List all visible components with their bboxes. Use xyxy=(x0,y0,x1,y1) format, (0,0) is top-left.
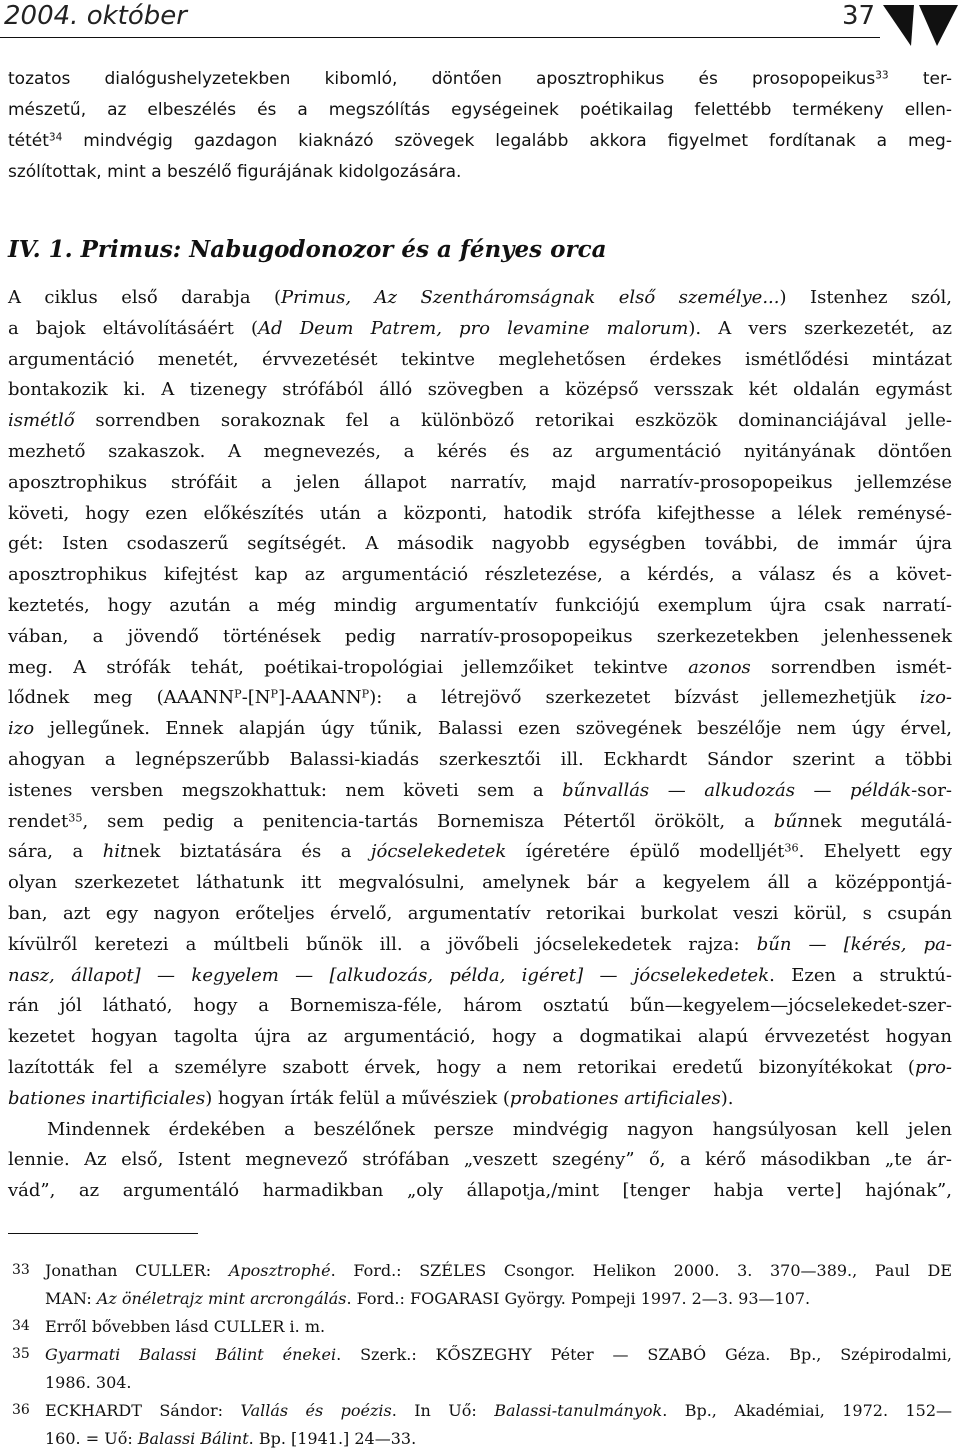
footnote-reference: 35 xyxy=(68,810,83,824)
italic-run: Primus, Az Szentháromságnak első személye... xyxy=(281,287,780,308)
text-run: vád”, az argumentáló harmadikban „oly állapotja,/mint [tenger habja verte] hajónak”, xyxy=(8,1180,952,1202)
text-run: aposztrophikus kifejtést kap az argumentáció részletezése, a kérdés, a válasz és a követ- xyxy=(8,564,952,586)
text-run: gét: Isten csodaszerű segítségét. A második nagyobb egységben további, de immár újra xyxy=(8,533,952,555)
text-run: ban, azt egy nagyon erőteljes érvelő, argumentatív retorikai burkolat veszi körül, s csupán xyxy=(8,902,952,924)
text-line xyxy=(8,1115,952,1146)
superscript: P xyxy=(361,687,370,701)
text-line xyxy=(8,437,952,468)
text-line xyxy=(8,745,952,776)
italic-run: probationes artificiales xyxy=(509,1087,721,1109)
text-run: A ciklus első darabja ( xyxy=(8,287,282,308)
text-run: 1986. 304. xyxy=(45,1373,132,1392)
text-run: argumentáció menetét, érvvezetését tekintve meglehetősen érdekes ismétlődési mintázat xyxy=(8,348,952,370)
text-run: 160. = Uő: xyxy=(45,1429,138,1448)
issue-date: 2004. október xyxy=(4,1,187,31)
italic-run: bűnvallás — alkudozás — példák xyxy=(562,779,912,801)
text-line xyxy=(8,157,952,188)
text-run: . In Uő: xyxy=(391,1401,495,1420)
text-run: Erről bővebben lásd CULLER i. m. xyxy=(45,1317,326,1336)
text-line xyxy=(8,1176,952,1207)
text-line xyxy=(8,64,952,95)
text-line xyxy=(8,868,952,899)
footnote-text xyxy=(45,1341,952,1397)
italic-run: Balassi Bálint xyxy=(137,1429,249,1448)
text-line xyxy=(8,776,952,807)
text-run: ) Istenhez szól, xyxy=(779,287,953,308)
text-line xyxy=(8,622,952,653)
text-line xyxy=(8,468,952,499)
italic-run: Aposztrophé xyxy=(228,1261,331,1280)
text-run: olyan szerkezetet láthatunk itt megvalósulni, amelynek bár a kegyelem áll a középpontjá- xyxy=(8,872,952,894)
footnote-text xyxy=(45,1257,952,1313)
text-line xyxy=(8,314,952,345)
text-run: MAN: xyxy=(45,1289,97,1308)
text-line xyxy=(8,406,952,437)
page-number: 37 xyxy=(842,1,876,31)
text-line xyxy=(8,899,952,930)
footnote-text xyxy=(45,1313,952,1341)
text-run: bontakozik ki. A tizenegy strófából álló szövegben a középső versszak két oldalán egymást xyxy=(8,379,952,401)
text-line xyxy=(8,1053,952,1084)
footnote-number: 36 xyxy=(12,1402,30,1418)
footnote-separator xyxy=(8,1233,198,1234)
footnote-number: 33 xyxy=(12,1262,30,1278)
body-paragraph xyxy=(8,1115,952,1207)
text-line xyxy=(8,807,952,838)
text-run: ígéretére épülő modelljét xyxy=(506,841,785,863)
text-run: -sor- xyxy=(911,779,952,801)
footnote-reference: 36 xyxy=(784,841,799,855)
text-run: Jonathan CULLER: xyxy=(45,1261,229,1280)
italic-run: bationes inartificiales xyxy=(8,1087,206,1109)
text-run: . Bp., Akadémiai, 1972. 152— xyxy=(662,1401,953,1420)
text-run: . Ford.: FOGARASI György. Pompeji 1997. 2—3. 93—107. xyxy=(346,1289,811,1308)
text-run: tozatos dialógushelyzetekben kibomló, döntően aposztrophikus és prosopopeikus xyxy=(8,69,876,89)
italic-run: bűn xyxy=(773,810,809,832)
footnote-reference: 34 xyxy=(48,131,63,144)
italic-run: ismétlő xyxy=(8,410,75,432)
article-body xyxy=(8,283,952,1207)
italic-run: Ad Deum Patrem, pro levamine malorum xyxy=(258,317,689,339)
text-run: ahogyan a legnépszerűbb Balassi-kiadás szerkesztői ill. Eckhardt Sándor szerint a többi xyxy=(8,748,952,770)
text-line xyxy=(45,1369,952,1397)
text-line xyxy=(8,714,952,745)
footnote-number: 35 xyxy=(12,1346,30,1362)
text-run: ]-AAANN xyxy=(278,687,362,709)
text-run: kezetet hogyan tagolta újra az argumentáció, hogy a dogmatikai alapú érvvezetést hogyan xyxy=(8,1026,952,1048)
text-run: ). A vers szerkezetét, az xyxy=(688,317,952,339)
italic-run: izo- xyxy=(919,687,952,709)
text-line xyxy=(8,1084,952,1115)
text-run: . Ford.: SZÉLES Csongor. Helikon 2000. 3. 370—389., Paul DE xyxy=(330,1261,952,1280)
text-line xyxy=(8,375,952,406)
italic-run: Az önéletrajz mint arcrongálás xyxy=(96,1289,347,1308)
text-line xyxy=(45,1425,952,1453)
text-run: a bajok eltávolításáért ( xyxy=(8,317,259,339)
text-run: mezhető szakaszok. A megnevezés, a kérés és az argumentáció nyitányának döntően xyxy=(8,440,952,462)
text-line xyxy=(45,1397,952,1425)
superscript: P xyxy=(234,687,242,701)
text-run: jellegűnek. Ennek alapján úgy tűnik, Balassi ezen szövegének beszélője nem úgy érvel, xyxy=(34,718,952,740)
italic-run: pro- xyxy=(914,1056,952,1078)
text-run: lazították fel a személyre szabott érvek, hogy a nem retorikai eredetű bizonyítékokat ( xyxy=(8,1056,915,1078)
journal-logo-icon xyxy=(880,0,960,50)
text-run: meg. A strófák tehát, poétikai-tropológiai jellemzőiket tekintve xyxy=(8,656,689,678)
text-run: keztetés, hogy azután a még mindig argumentatív funkciójú exemplum újra csak narratí- xyxy=(8,594,952,616)
text-run: lődnek meg (AAANN xyxy=(8,687,235,709)
text-run: . Bp. [1941.] 24—33. xyxy=(248,1429,417,1448)
text-run: lennie. Az első, Istent megnevező strófában „veszett szegény” ő, a kérő másodikban „te ár- xyxy=(8,1149,952,1171)
footnote xyxy=(0,1313,960,1341)
text-line xyxy=(8,283,952,314)
text-line xyxy=(45,1313,952,1341)
section-heading: IV. 1. Primus: Nabugodonozor és a fényes orca xyxy=(8,236,607,263)
italic-run: azonos xyxy=(688,656,751,678)
footnote-text xyxy=(45,1397,952,1453)
footnotes xyxy=(0,1257,960,1453)
text-run: vában, a jövendő történések pedig narratív-prosopopeikus szerkezetekben jelenhessenek xyxy=(8,625,952,647)
text-run: sorrendben sorakoznak fel a különböző retorikai eszközök dominanciájával jelle- xyxy=(74,410,952,432)
text-run: kívülről keretezi a múltbeli bűnök ill. a jövőbeli jócselekedetek rajza: xyxy=(8,933,757,955)
italic-run: Vallás és poézis xyxy=(240,1401,392,1420)
text-line xyxy=(8,499,952,530)
text-line xyxy=(8,591,952,622)
text-line xyxy=(8,930,952,961)
text-line xyxy=(8,1022,952,1053)
text-run: . Szerk.: KŐSZEGHY Péter — SZABÓ Géza. Bp., Szépirodalmi, xyxy=(336,1345,952,1364)
header-rule xyxy=(0,37,880,38)
superscript: P xyxy=(270,687,279,701)
text-line xyxy=(8,653,952,684)
footnote-reference: 33 xyxy=(875,69,889,82)
body-paragraph xyxy=(8,283,952,1115)
italic-run: hit xyxy=(102,841,128,863)
text-run: Mindennek érdekében a beszélőnek persze mindvégig nagyon hangsúlyosan kell jelen xyxy=(47,1118,952,1140)
text-run: ECKHARDT Sándor: xyxy=(45,1401,241,1420)
text-line xyxy=(8,991,952,1022)
text-line xyxy=(8,560,952,591)
text-run: követi, hogy ezen előkészítés után a központi, hatodik strófa kifejthesse a lélek reménysé- xyxy=(8,502,952,524)
text-line xyxy=(8,837,952,868)
italic-run: Balassi-tanulmányok xyxy=(494,1401,663,1420)
text-run: sorrendben ismét- xyxy=(750,656,953,678)
italic-run: nasz, állapot] — kegyelem — [alkudozás, példa, igéret] — jócselekedetek xyxy=(8,964,770,986)
italic-run: bűn — [kérés, pa- xyxy=(756,933,952,955)
text-run: ter- xyxy=(888,69,952,89)
text-run: rán jól látható, hogy a Bornemisza-féle, három osztatú bűn—kegyelem—jócselekedet-szer- xyxy=(8,995,952,1017)
text-line xyxy=(8,126,952,157)
text-line xyxy=(45,1285,952,1313)
text-run: . Ehelyett egy xyxy=(798,841,952,863)
text-run: ): a létrejövő szerkezetet bízvást jellemezhetjük xyxy=(369,687,920,709)
footnote xyxy=(0,1257,960,1313)
text-line xyxy=(8,345,952,376)
text-run: mészetű, az elbeszélés és a megszólítás egységeinek poétikailag felettébb termékeny ellen- xyxy=(8,100,952,120)
continued-paragraph xyxy=(8,64,952,188)
footnote xyxy=(0,1341,960,1397)
text-run: istenes versben megszokhattuk: nem követi sem a xyxy=(8,779,563,801)
text-line xyxy=(45,1341,952,1369)
text-run: tétét xyxy=(8,131,49,151)
footnote-number: 34 xyxy=(12,1318,30,1334)
italic-run: izo xyxy=(8,718,35,740)
text-line xyxy=(8,95,952,126)
text-run: mindvégig gazdagon kiaknázó szövegek legalább akkora figyelmet fordítanak a meg- xyxy=(62,131,952,151)
text-line xyxy=(45,1257,952,1285)
text-run: , sem pedig a penitencia-tartás Bornemisza Pétertől örökölt, a xyxy=(82,810,774,832)
text-run: aposztrophikus strófáit a jelen állapot narratív, majd narratív-prosopopeikus jellemzése xyxy=(8,471,952,493)
text-run: szólítottak, mint a beszélő figurájának kidolgozására. xyxy=(8,162,462,182)
italic-run: jócselekedetek xyxy=(370,841,507,863)
text-run: -[N xyxy=(241,687,271,709)
text-line xyxy=(8,683,952,714)
text-run: rendet xyxy=(8,810,69,832)
text-line xyxy=(8,1145,952,1176)
text-run: ) hogyan írták felül a művésziek ( xyxy=(205,1087,510,1109)
footnote xyxy=(0,1397,960,1453)
italic-run: Gyarmati Balassi Bálint énekei xyxy=(45,1345,337,1364)
text-run: nek biztatására és a xyxy=(127,841,371,863)
text-run: nek megutálá- xyxy=(808,810,952,832)
text-line xyxy=(8,529,952,560)
text-run: sára, a xyxy=(8,841,103,863)
text-line xyxy=(8,961,952,992)
text-run: . Ezen a struktú- xyxy=(769,964,952,986)
text-run: ). xyxy=(720,1087,734,1109)
